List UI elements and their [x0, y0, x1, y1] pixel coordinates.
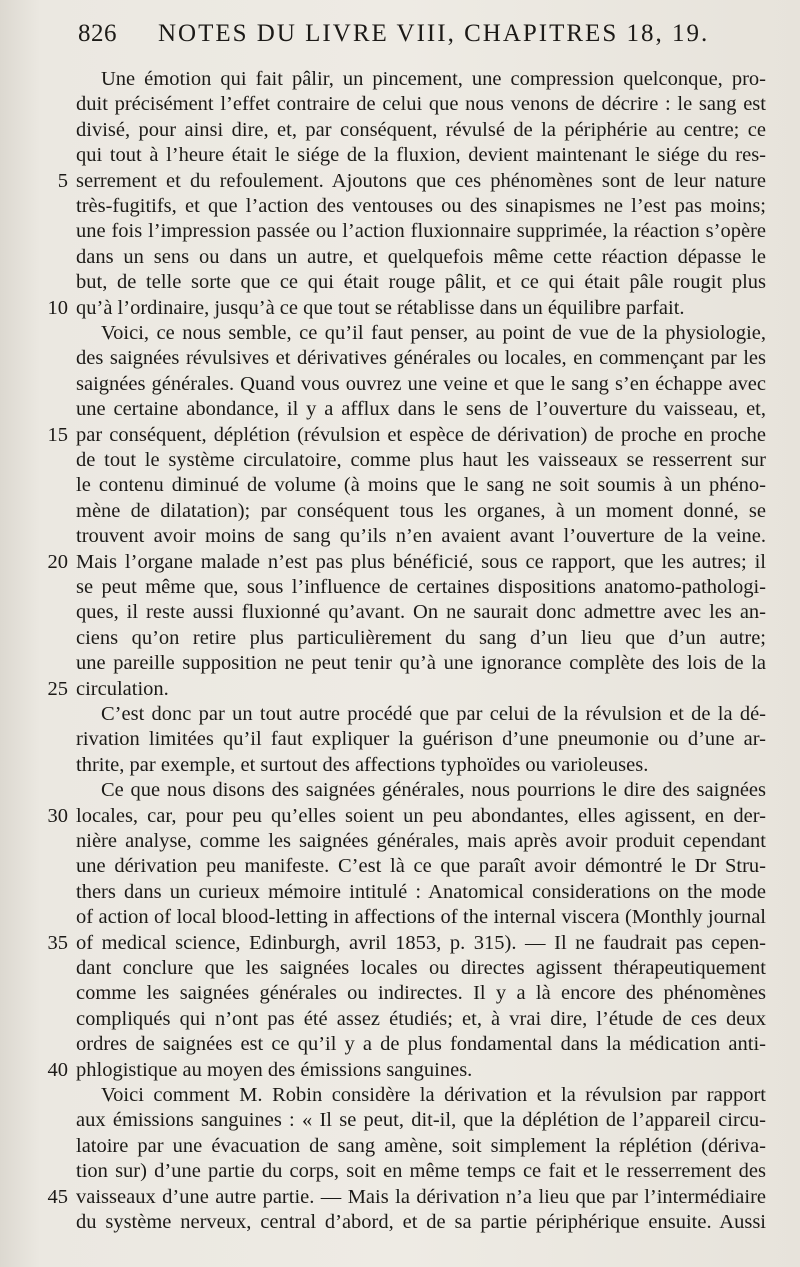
text-line: comme les saignées générales ou indirectes. Il y a là encore des phénomènes	[76, 982, 766, 1005]
text-line: thrite, par exemple, et surtout des affections typhoïdes ou varioleuses.	[76, 753, 649, 776]
text-line: ciens qu’on retire plus particulièrement du sang d’un lieu que d’un autre;	[76, 626, 766, 649]
text-line: Voici comment M. Robin considère la dérivation et la révulsion par rapport	[101, 1084, 766, 1106]
text-line: thers dans un curieux mémoire intitulé : Anatomical considerations on the mode	[76, 880, 766, 903]
text-line: of action of local blood-letting in affections of the internal viscera (Monthly journal	[76, 906, 766, 929]
line-number: 35	[47, 931, 68, 954]
text-line: une fois l’impression passée ou l’action fluxionnaire supprimée, la réaction s’opère	[76, 220, 766, 243]
text-line: phlogistique au moyen des émissions sanguines.	[76, 1058, 473, 1081]
text-line: par conséquent, déplétion (révulsion et espèce de dérivation) de proche en proche	[76, 423, 766, 446]
text-line: Mais l’organe malade n’est pas plus bénéficié, sous ce rapport, que les autres; il	[76, 550, 766, 573]
text-line: des saignées révulsives et dérivatives générales ou locales, en commençant par les	[76, 347, 766, 370]
text-line: latoire par une évacuation de sang amène, soit simplement la réplétion (dériva-	[76, 1134, 766, 1157]
text-line: tion sur) d’une partie du corps, soit en même temps ce fait et le resserrement des	[76, 1160, 766, 1183]
text-line: dant conclure que les saignées locales ou directes agissent thérapeutiquement	[76, 957, 766, 979]
text-line: circulation.	[76, 677, 169, 700]
line-number: 45	[47, 1185, 68, 1208]
text-line: ques, il reste aussi fluxionné qu’avant. On ne saurait donc admettre avec les an-	[76, 601, 766, 624]
text-line: Une émotion qui fait pâlir, un pincement, une compression quelconque, pro-	[101, 68, 766, 90]
line-number: 40	[47, 1058, 68, 1081]
text-line: ordres de saignées est ce qu’il y a de plus fondamental dans la médication anti-	[76, 1033, 766, 1056]
text-line: dans un sens ou dans un autre, et quelquefois même cette réaction dépasse le	[76, 245, 766, 268]
text-line: du système nerveux, central d’abord, et de sa partie périphérique ensuite. Aussi	[76, 1211, 766, 1233]
text-line: de tout le système circulatoire, comme plus haut les vaisseaux se resserrent sur	[76, 449, 766, 471]
text-line: une certaine abondance, il y a afflux dans le sens de l’ouverture du vaisseau, et,	[76, 398, 766, 421]
text-line: C’est donc par un tout autre procédé que par celui de la révulsion et de la dé-	[101, 703, 766, 725]
text-line: of medical science, Edinburgh, avril 1853, p. 315). — Il ne faudrait pas cepen-	[76, 931, 766, 954]
text-line: divisé, pour ainsi dire, et, par conséquent, révulsé de la périphérie au centre; ce	[76, 118, 766, 141]
page-header	[78, 18, 760, 54]
line-number: 10	[47, 296, 68, 319]
text-line: mène de dilatation); par conséquent tous les organes, à un moment donné, se	[76, 499, 766, 522]
text-line: locales, car, pour peu qu’elles soient un peu abondantes, elles agissent, en der-	[76, 804, 766, 827]
text-line: aux émissions sanguines : « Il se peut, dit-il, que la déplétion de l’appareil circu-	[76, 1109, 766, 1132]
text-line: une pareille supposition ne peut tenir qu’à une ignorance complète des lois de la	[76, 652, 766, 675]
text-line: saignées générales. Quand vous ouvrez une veine et que le sang s’en échappe avec	[76, 372, 766, 395]
line-number: 15	[47, 423, 68, 446]
text-line: une dérivation peu manifeste. C’est là ce que paraît avoir démontré le Dr Stru-	[76, 855, 766, 878]
text-line: duit précisément l’effet contraire de celui que nous venons de décrire : le sang est	[76, 93, 766, 116]
text-line: vaisseaux d’une autre partie. — Mais la dérivation n’a lieu que par l’intermédiaire	[76, 1185, 766, 1208]
line-number: 5	[57, 169, 68, 192]
text-line: qui tout à l’heure était le siége de la fluxion, devient maintenant le siége du res-	[76, 144, 766, 167]
line-number: 20	[47, 550, 68, 573]
text-line: très-fugitifs, et que l’action des ventouses ou des sinapismes ne l’est pas moins;	[76, 195, 766, 217]
running-title: NOTES DU LIVRE VIII, CHAPITRES 18, 19.	[158, 20, 710, 47]
text-line: se peut même que, sous l’influence de certaines dispositions anatomo-pathologi-	[76, 576, 766, 598]
text-line: trouvent avoir moins de sang qu’ils n’en avaient avant l’ouverture de la veine.	[76, 525, 766, 548]
text-line: le contenu diminué de volume (à moins que le sang ne soit soumis à un phéno-	[76, 474, 766, 497]
line-number: 25	[47, 677, 68, 700]
line-number: 30	[47, 804, 68, 827]
text-line: compliqués qui n’ont pas été assez étudiés; et, à vrai dire, l’étude de ces deux	[76, 1007, 766, 1030]
text-line: nière analyse, comme les saignées générales, mais après avoir produit cependant	[76, 830, 766, 852]
text-line: qu’à l’ordinaire, jusqu’à ce que tout se rétablisse dans un équilibre parfait.	[76, 296, 685, 319]
page-number: 826	[78, 20, 117, 47]
text-line: rivation limitées qu’il faut expliquer la guérison d’une pneumonie ou d’une ar-	[76, 728, 766, 751]
text-line: Ce que nous disons des saignées générales, nous pourrions le dire des saignées	[101, 779, 766, 802]
text-line: Voici, ce nous semble, ce qu’il faut penser, au point de vue de la physiologie,	[101, 322, 766, 344]
text-line: serrement et du refoulement. Ajoutons que ces phénomènes sont de leur nature	[76, 169, 766, 192]
text-line: but, de telle sorte que ce qui était rouge pâlit, et ce qui était pâle rougit plus	[76, 271, 766, 294]
